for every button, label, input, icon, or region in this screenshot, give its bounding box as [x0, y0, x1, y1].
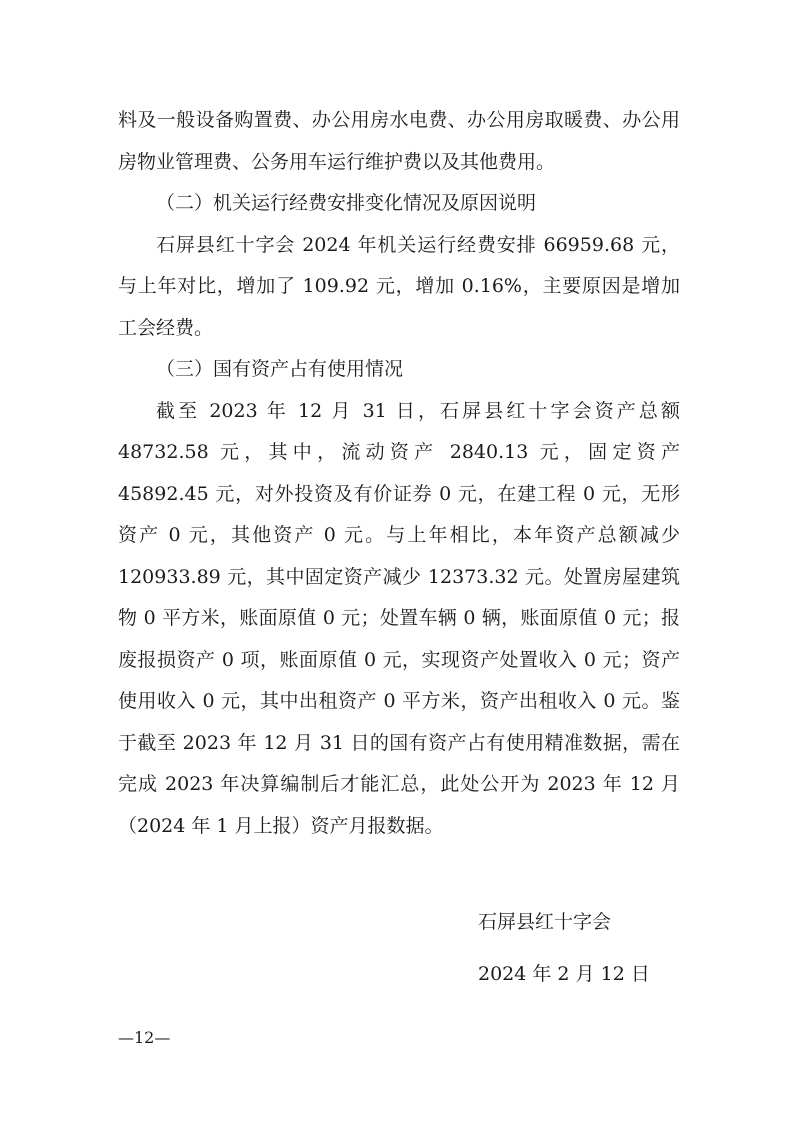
paragraph-state-assets: 截至 2023 年 12 月 31 日，石屏县红十字会资产总额 48732.58 元，其中，流动资产 2840.13 元，固定资产 45892.45 元，对外投资及有价证券 0 元，在建工程 0 元，无形资产 0 元，其他资产 0 元。与上年相比，本年资产总额减少 120933.89 元，其中固定资产减少 12373.32 元。处置房屋建筑物 0 平方米，账面原值 0 元；处置车辆 0 辆，账面原值 0 元；报废报损资产 0 项，账面原值 0 元，实现资产处置收入 0 元；资产使用收入 0 元，其中出租资产 0 平方米，资产出租收入 0 元。鉴于截至 2023 年 12 月 31 日的国有资产占有使用精准数据，需在完成 2023 年决算编制后才能汇总，此处公开为 2023 年 12 月（2024 年 1 月上报）资产月报数据。	[118, 399, 680, 837]
page-number: —12—	[118, 1028, 171, 1047]
paragraph-expense-list: 料及一般设备购置费、办公用房水电费、办公用房取暖费、办公用房物业管理费、公务用车运行维护费以及其他费用。	[118, 109, 680, 173]
section-heading-state-assets: （三）国有资产占有使用情况	[156, 358, 404, 380]
signature-block	[478, 896, 650, 1000]
paragraph-operating-expenses: 石屏县红十字会 2024 年机关运行经费安排 66959.68 元，与上年对比，增加了 109.92 元，增加 0.16%，主要原因是增加工会经费。	[118, 233, 680, 339]
signature-organization: 石屏县红十字会	[478, 911, 612, 933]
body-text	[118, 100, 680, 847]
section-heading-operating-expenses: （二）机关运行经费安排变化情况及原因说明	[156, 192, 537, 214]
signature-date: 2024 年 2 月 12 日	[478, 963, 650, 985]
